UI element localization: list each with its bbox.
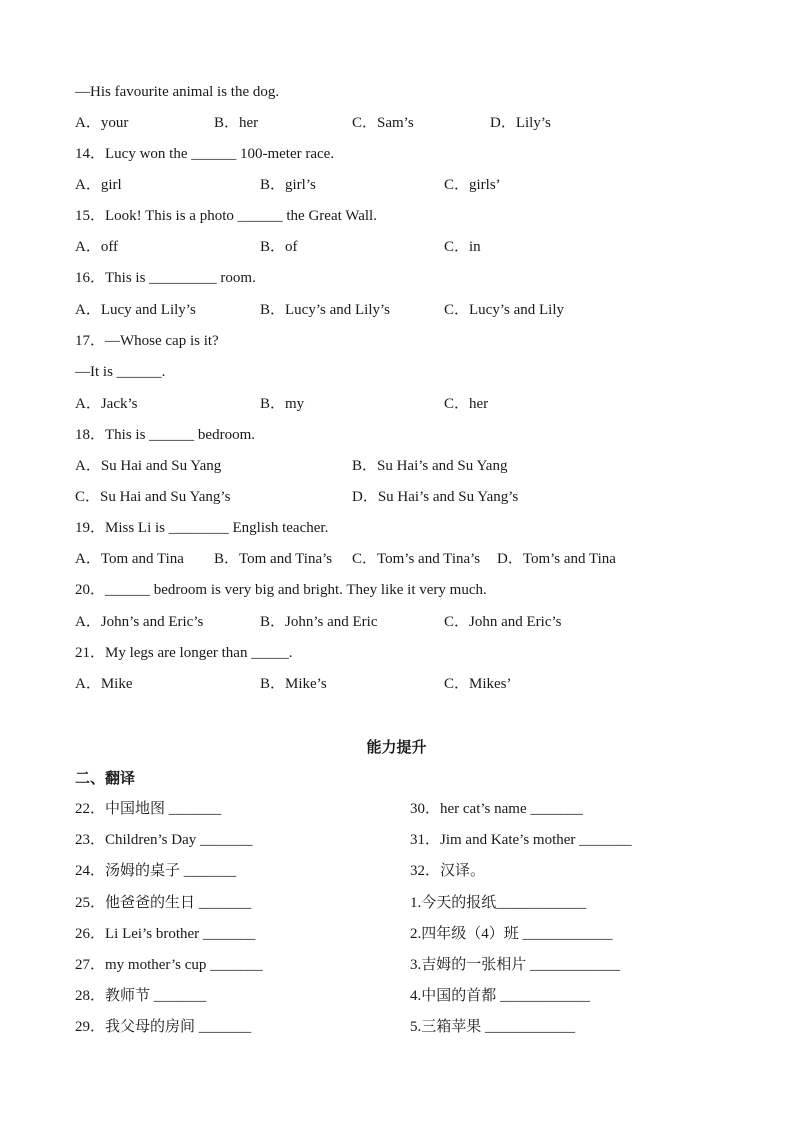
q18-option-a: A．Su Hai and Su Yang (75, 458, 222, 474)
translate-item-27: 27．my mother’s cup _______ (75, 957, 263, 973)
q13-option-c: C．Sam’s (352, 115, 414, 131)
q17-option-a: A．Jack’s (75, 396, 138, 412)
translate-item-29: 29．我父母的房间 _______ (75, 1019, 252, 1035)
q15-option-c: C．in (444, 239, 481, 255)
q16-option-c: C．Lucy’s and Lily (444, 302, 564, 318)
q19-option-b: B．Tom and Tina’s (214, 551, 333, 567)
section-title: 能力提升 (366, 738, 427, 756)
translate-item-30: 30．her cat’s name _______ (410, 801, 583, 817)
question-15-stem: 15．Look! This is a photo ______ the Great Wall. (75, 208, 377, 224)
translate-subitem-2: 2.四年级（4）班 ____________ (410, 926, 613, 942)
translate-item-22: 22．中国地图 _______ (75, 801, 222, 817)
translate-subitem-1: 1.今天的报纸____________ (410, 895, 587, 911)
q20-option-a: A．John’s and Eric’s (75, 614, 204, 630)
q16-option-b: B．Lucy’s and Lily’s (260, 302, 390, 318)
q18-option-b: B．Su Hai’s and Su Yang (352, 458, 508, 474)
translate-item-23: 23．Children’s Day _______ (75, 832, 253, 848)
q17-option-c: C．her (444, 396, 489, 412)
q13-option-b: B．her (214, 115, 259, 131)
question-16-stem: 16．This is _________ room. (75, 270, 256, 286)
part-title: 二、翻译 (75, 769, 136, 787)
q15-option-a: A．off (75, 239, 119, 255)
q21-option-a: A．Mike (75, 676, 133, 692)
q18-option-d: D．Su Hai’s and Su Yang’s (352, 489, 519, 505)
translate-item-25: 25．他爸爸的生日 _______ (75, 895, 252, 911)
question-14-stem: 14．Lucy won the ______ 100-meter race. (75, 146, 335, 162)
q18-option-c: C．Su Hai and Su Yang’s (75, 489, 231, 505)
translate-item-24: 24．汤姆的桌子 _______ (75, 863, 237, 879)
translate-item-32: 32．汉译。 (410, 863, 486, 879)
q17-option-b: B．my (260, 396, 305, 412)
question-18-stem: 18．This is ______ bedroom. (75, 427, 255, 443)
question-20-stem: 20．______ bedroom is very big and bright. They like it very much. (75, 582, 487, 598)
q14-option-b: B．girl’s (260, 177, 316, 193)
question-19-stem: 19．Miss Li is ________ English teacher. (75, 520, 329, 536)
translate-item-26: 26．Li Lei’s brother _______ (75, 926, 256, 942)
translate-subitem-5: 5.三箱苹果 ____________ (410, 1019, 576, 1035)
q13-option-a: A．your (75, 115, 129, 131)
question-17-stem: 17．—Whose cap is it? (75, 333, 219, 349)
q15-option-b: B．of (260, 239, 298, 255)
q14-option-c: C．girls’ (444, 177, 501, 193)
q14-option-a: A．girl (75, 177, 122, 193)
q20-option-b: B．John’s and Eric (260, 614, 378, 630)
question-13-answer-line: —His favourite animal is the dog. (75, 84, 280, 100)
q19-option-a: A．Tom and Tina (75, 551, 184, 567)
q21-option-b: B．Mike’s (260, 676, 327, 692)
q16-option-a: A．Lucy and Lily’s (75, 302, 196, 318)
q19-option-c: C．Tom’s and Tina’s (352, 551, 481, 567)
translate-subitem-4: 4.中国的首都 ____________ (410, 988, 591, 1004)
q21-option-c: C．Mikes’ (444, 676, 512, 692)
q19-option-d: D．Tom’s and Tina (497, 551, 616, 567)
q13-option-d: D．Lily’s (490, 115, 551, 131)
q20-option-c: C．John and Eric’s (444, 614, 562, 630)
question-21-stem: 21．My legs are longer than _____. (75, 645, 293, 661)
translate-item-28: 28．教师节 _______ (75, 988, 207, 1004)
question-17-sub: —It is ______. (75, 364, 166, 380)
translate-subitem-3: 3.吉姆的一张相片 ____________ (410, 957, 621, 973)
translate-item-31: 31．Jim and Kate’s mother _______ (410, 832, 632, 848)
